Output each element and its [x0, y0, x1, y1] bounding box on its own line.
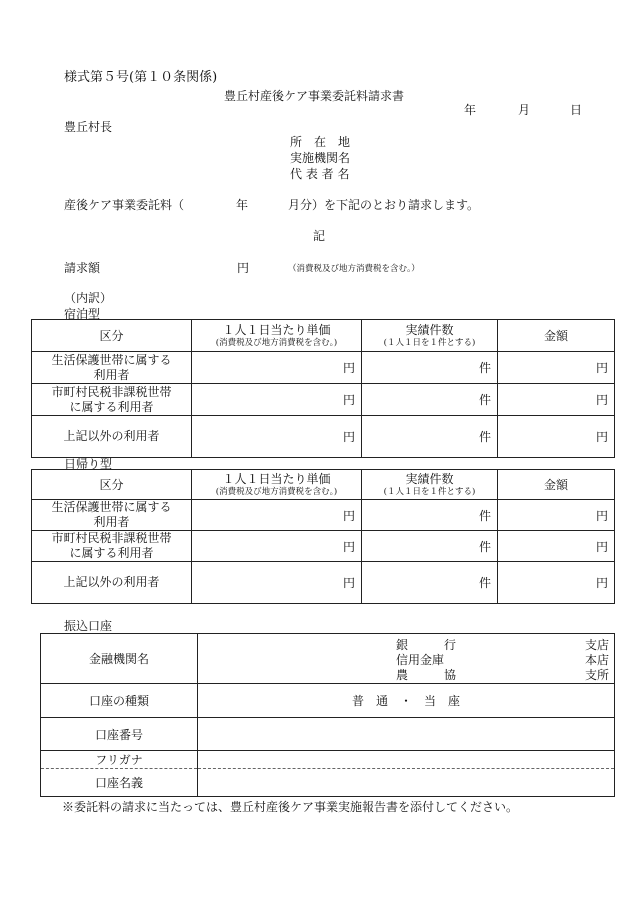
amount-cell[interactable]: 円: [498, 416, 615, 458]
unit-price-cell[interactable]: 円: [192, 352, 362, 384]
table-row: [32, 562, 615, 604]
header-count-label: 実績件数: [405, 322, 454, 337]
date-month: 月: [518, 103, 531, 117]
breakdown-label: （内訳）: [64, 291, 113, 305]
header-unit-price-label: １人１日当たり単価: [222, 471, 331, 486]
bank-institution-row: [41, 634, 615, 684]
count-cell[interactable]: 件: [362, 562, 498, 604]
unit-price-cell[interactable]: 円: [192, 531, 362, 562]
header-unit-price: [192, 470, 362, 500]
bank-type-right: 本店: [585, 653, 610, 667]
account-name-label: 口座名義: [41, 769, 198, 797]
furigana-label: フリガナ: [41, 751, 198, 769]
ki-mark: 記: [313, 229, 326, 243]
applicant-org-label: 実施機関名: [290, 151, 351, 165]
table-row: [32, 416, 615, 458]
category-line1: 市町村民税非課税世帯: [51, 531, 172, 545]
account-name-cell[interactable]: [198, 769, 615, 797]
amount-cell[interactable]: 円: [498, 500, 615, 531]
header-unit-price-note: (消費税及び地方消費税を含む。): [215, 337, 338, 348]
account-number-row: [41, 718, 615, 751]
amount-cell[interactable]: 円: [498, 531, 615, 562]
category-cell: [32, 562, 192, 604]
account-number-cell[interactable]: [198, 718, 615, 751]
table-row: [32, 384, 615, 416]
count-cell[interactable]: 件: [362, 352, 498, 384]
request-year: 年: [236, 198, 249, 212]
table-row: [32, 500, 615, 531]
header-unit-price-note: (消費税及び地方消費税を含む。): [215, 486, 338, 497]
unit-price-cell[interactable]: 円: [192, 384, 362, 416]
bank-type-left: 銀 行: [396, 638, 457, 652]
billing-label: 請求額: [64, 261, 101, 275]
header-category: 区分: [32, 470, 192, 500]
bank-type-line: [198, 636, 614, 651]
header-amount: 金額: [498, 320, 615, 352]
document-title: 豊丘村産後ケア事業委託料請求書: [224, 89, 405, 103]
account-type-row: [41, 684, 615, 718]
amount-cell[interactable]: 円: [498, 384, 615, 416]
bank-type-right: 支店: [585, 638, 610, 652]
category-cell: [32, 531, 192, 562]
category-cell: [32, 352, 192, 384]
amount-cell[interactable]: 円: [498, 562, 615, 604]
category-line1: 生活保護世帯に属する: [51, 500, 172, 514]
category-line2: に属する利用者: [69, 546, 154, 560]
bank-type-right: 支所: [585, 668, 610, 682]
header-amount: 金額: [498, 470, 615, 500]
account-type-label: 口座の種類: [41, 684, 198, 718]
furigana-cell[interactable]: [198, 751, 615, 769]
unit-price-cell[interactable]: 円: [192, 562, 362, 604]
date-day: 日: [570, 103, 583, 117]
bank-section-label: 振込口座: [64, 619, 113, 633]
institution-label: 金融機関名: [41, 634, 198, 684]
category-line1: 市町村民税非課税世帯: [51, 384, 172, 399]
date-year: 年: [464, 103, 477, 117]
bank-type-left: 信用金庫: [396, 653, 445, 667]
header-unit-price-label: １人１日当たり単価: [222, 322, 331, 337]
billing-tax-note: （消費税及び地方消費税を含む。）: [288, 264, 420, 274]
amount-cell[interactable]: 円: [498, 352, 615, 384]
count-cell[interactable]: 件: [362, 500, 498, 531]
applicant-address-label: 所 在 地: [290, 135, 351, 149]
header-category: 区分: [32, 320, 192, 352]
table-day: [31, 469, 615, 604]
table-header-row: [32, 470, 615, 500]
request-prefix: 産後ケア事業委託料（: [64, 198, 185, 212]
table-header-row: [32, 320, 615, 352]
section-label-stay: 宿泊型: [64, 307, 101, 321]
category-cell: [32, 416, 192, 458]
header-count: [362, 320, 498, 352]
section-label-day: 日帰り型: [64, 457, 113, 471]
category-line1: 生活保護世帯に属する: [51, 352, 172, 367]
count-cell[interactable]: 件: [362, 531, 498, 562]
bank-table: [40, 633, 615, 797]
table-row: [32, 352, 615, 384]
institution-cell[interactable]: [198, 634, 615, 684]
bank-type-line: [198, 651, 614, 666]
category-cell: [32, 500, 192, 531]
header-count-label: 実績件数: [405, 471, 454, 486]
addressee: 豊丘村長: [64, 120, 113, 134]
header-count-note: (１人１日を１件とする): [383, 337, 476, 348]
footnote: ※委託料の請求に当たっては、豊丘村産後ケア事業実施報告書を添付してください。: [62, 800, 519, 814]
category-line2: 利用者: [93, 515, 130, 529]
table-stay: [31, 319, 615, 458]
unit-price-cell[interactable]: 円: [192, 416, 362, 458]
count-cell[interactable]: 件: [362, 384, 498, 416]
category-line2: 利用者: [93, 367, 130, 382]
header-unit-price: [192, 320, 362, 352]
count-cell[interactable]: 件: [362, 416, 498, 458]
unit-price-cell[interactable]: 円: [192, 500, 362, 531]
header-count-note: (１人１日を１件とする): [383, 486, 476, 497]
billing-yen: 円: [237, 261, 250, 275]
bank-type-line: [198, 666, 614, 681]
account-type-value[interactable]: 普 通 ・ 当 座: [198, 684, 615, 718]
header-count: [362, 470, 498, 500]
account-name-row: [41, 769, 615, 797]
table-row: [32, 531, 615, 562]
form-number: 様式第５号(第１０条関係): [64, 70, 218, 85]
category-cell: [32, 384, 192, 416]
bank-type-left: 農 協: [396, 668, 457, 682]
category-line1: 上記以外の利用者: [63, 429, 160, 443]
category-line2: に属する利用者: [69, 399, 154, 414]
account-number-label: 口座番号: [41, 718, 198, 751]
applicant-rep-label: 代 表 者 名: [290, 167, 350, 181]
request-suffix: 月分）を下記のとおり請求します。: [288, 198, 480, 212]
category-line1: 上記以外の利用者: [63, 575, 160, 589]
furigana-row: [41, 751, 615, 769]
